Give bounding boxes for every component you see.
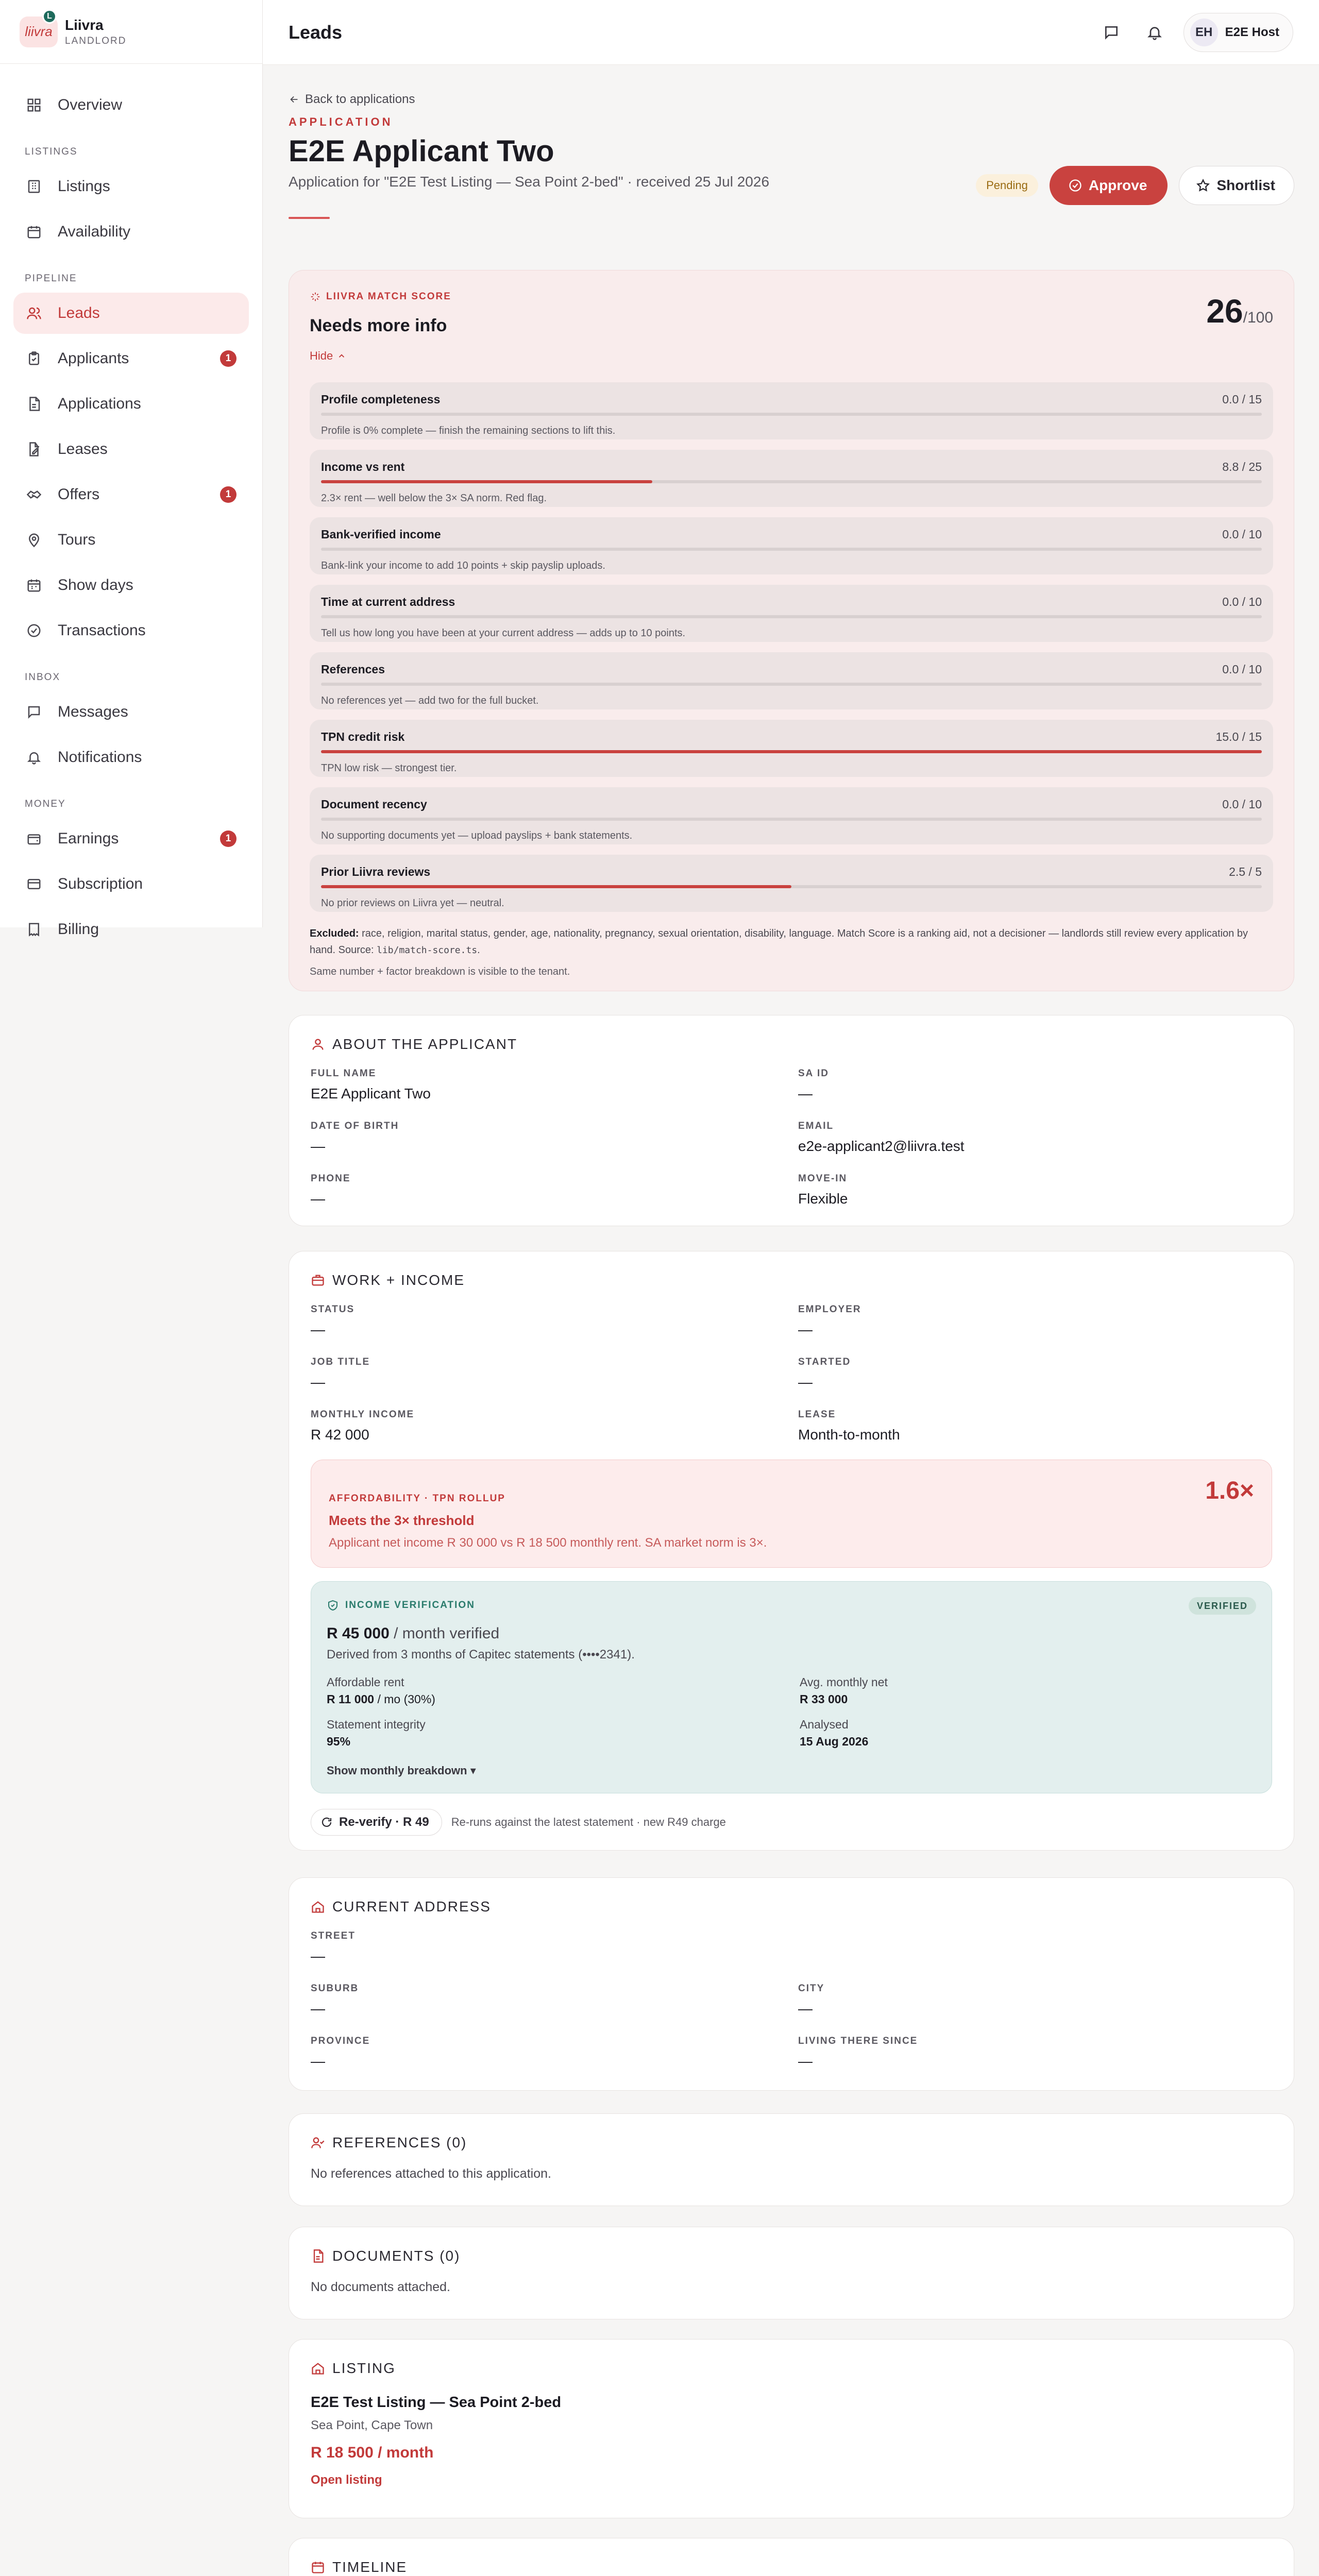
- work-fields: [311, 1304, 1272, 1443]
- field-value: —: [798, 2001, 813, 2016]
- factor-description: No prior reviews on Liivra yet — neutral.: [321, 897, 504, 909]
- sidebar-item-availability[interactable]: [13, 211, 249, 252]
- sidebar-item-label: Overview: [58, 96, 123, 113]
- field-dob: [311, 1121, 798, 1155]
- sidebar-item-transactions[interactable]: [13, 610, 249, 651]
- about-fields: [311, 1068, 1272, 1207]
- wallet-icon: [25, 829, 43, 848]
- field-employer: [798, 1304, 1262, 1338]
- visibility-note: Same number + factor breakdown is visible to the tenant.: [310, 966, 570, 977]
- hide-toggle[interactable]: [310, 349, 1273, 363]
- factor-name: Profile completeness: [321, 393, 441, 406]
- verified-badge: VERIFIED: [1189, 1597, 1256, 1615]
- listing-title: LISTING: [332, 2360, 396, 2376]
- stat-value: [800, 1692, 1263, 1706]
- income-verification-eyebrow: [327, 1599, 1256, 1612]
- documents-empty: No documents attached.: [311, 2280, 450, 2294]
- match-score-value: [1206, 292, 1273, 330]
- affordability-title: Meets the 3× threshold: [329, 1513, 475, 1528]
- factor-name: Income vs rent: [321, 460, 405, 473]
- sparkle-icon: [310, 291, 321, 302]
- field-label: LIVING THERE SINCE: [798, 2036, 918, 2046]
- back-to-applications-link[interactable]: [289, 91, 1294, 108]
- factor-description: No references yet — add two for the full bucket.: [321, 695, 539, 706]
- verified-amount-value: R 45 000: [327, 1625, 390, 1642]
- sidebar: [0, 0, 263, 938]
- field-value: —: [798, 1086, 813, 1101]
- sidebar-item-notifications[interactable]: [13, 737, 249, 778]
- field-value: —: [798, 1321, 813, 1337]
- listing-heading: [311, 2360, 1272, 2377]
- factor-name: Bank-verified income: [321, 528, 441, 541]
- sidebar-item-overview[interactable]: [13, 84, 249, 126]
- field-email: [798, 1121, 1262, 1155]
- match-score-eyebrow: [310, 291, 1273, 302]
- verification-stats: [327, 1675, 1256, 1749]
- timeline-title: TIMELINE: [332, 2559, 408, 2575]
- factor-name: Document recency: [321, 798, 427, 811]
- user-menu[interactable]: [1183, 13, 1293, 52]
- sidebar-item-leases[interactable]: [13, 429, 249, 470]
- score-factor: [310, 652, 1273, 709]
- sidebar-nav: [0, 64, 262, 950]
- factor-name: Time at current address: [321, 595, 455, 608]
- work-title: WORK + INCOME: [332, 1272, 465, 1288]
- field-label: MOVE-IN: [798, 1173, 848, 1184]
- sidebar-item-label: Leases: [58, 440, 108, 457]
- field-province: [311, 2036, 798, 2070]
- home-icon: [311, 2361, 325, 2376]
- sidebar-item-label: Earnings: [58, 830, 119, 847]
- sidebar-item-label: Listings: [58, 178, 110, 195]
- factor-score: 0.0 / 10: [1222, 595, 1262, 608]
- field-value: e2e-applicant2@liivra.test: [798, 1138, 965, 1154]
- address-heading: [311, 1899, 1272, 1915]
- field-value: —: [311, 1321, 325, 1337]
- field-label: SUBURB: [311, 1983, 359, 1994]
- show-breakdown-label: Show monthly breakdown: [327, 1764, 467, 1777]
- field-value: —: [311, 1191, 325, 1207]
- earnings-count-badge: 1: [220, 831, 236, 847]
- receipt-icon: [25, 920, 43, 939]
- match-score-number: 26: [1206, 293, 1243, 330]
- field-city: [798, 1983, 1262, 2017]
- verified-amount-suffix: / month verified: [389, 1625, 500, 1642]
- shield-check-icon: [327, 1599, 339, 1612]
- refresh-icon: [320, 1816, 333, 1828]
- show-monthly-breakdown-toggle[interactable]: [327, 1764, 1256, 1777]
- timeline-heading: [311, 2559, 1272, 2575]
- sidebar-item-label: Transactions: [58, 622, 146, 639]
- applicants-count-badge: 1: [220, 350, 236, 367]
- sidebar-item-messages[interactable]: [13, 691, 249, 733]
- sidebar-item-label: Applicants: [58, 350, 129, 367]
- reverify-note: Re-runs against the latest statement · new R49 charge: [451, 1816, 726, 1828]
- field-lease: [798, 1409, 1262, 1443]
- factor-progress-fill: [321, 480, 652, 483]
- field-label: EMPLOYER: [798, 1304, 861, 1315]
- match-score-eyebrow-text: LIIVRA MATCH SCORE: [326, 291, 451, 302]
- field-value: Month-to-month: [798, 1427, 900, 1443]
- score-factor: [310, 585, 1273, 642]
- page-title: Leads: [289, 21, 343, 43]
- field-value: —: [311, 1948, 325, 1964]
- factor-score: 15.0 / 15: [1215, 730, 1262, 743]
- factor-description: Bank-link your income to add 10 points + skip payslip uploads.: [321, 560, 605, 571]
- brand-badge: L: [42, 9, 57, 24]
- page-eyebrow: APPLICATION: [289, 115, 393, 128]
- stat-label: Affordable rent: [327, 1675, 404, 1689]
- sidebar-item-label: Offers: [58, 486, 100, 503]
- address-title: CURRENT ADDRESS: [332, 1899, 491, 1914]
- field-value: —: [311, 1138, 325, 1154]
- field-label: DATE OF BIRTH: [311, 1121, 399, 1131]
- factor-progress-fill: [321, 885, 791, 888]
- address-fields: [311, 1930, 1272, 2070]
- field-job-title: [311, 1357, 798, 1391]
- sidebar-item-label: Availability: [58, 223, 131, 240]
- factor-progress-track: [321, 480, 1262, 483]
- field-label: LEASE: [798, 1409, 836, 1420]
- field-value: Flexible: [798, 1191, 848, 1207]
- field-value: —: [311, 1374, 325, 1390]
- field-label: MONTHLY INCOME: [311, 1409, 415, 1420]
- sidebar-item-leads[interactable]: [13, 293, 249, 334]
- references-card: [289, 2113, 1294, 2206]
- listing-name: E2E Test Listing — Sea Point 2-bed: [311, 2394, 562, 2411]
- building-icon: [25, 177, 43, 196]
- chat-icon: [25, 703, 43, 721]
- about-heading: [311, 1036, 1272, 1053]
- match-score-card: [289, 270, 1294, 991]
- nav-section-inbox: INBOX: [25, 672, 61, 683]
- field-label: PHONE: [311, 1173, 351, 1184]
- stat-affordable-rent: [327, 1675, 800, 1706]
- factor-score: 0.0 / 10: [1222, 528, 1262, 541]
- accent-divider: [289, 217, 330, 219]
- field-value: E2E Applicant Two: [311, 1086, 431, 1101]
- sidebar-item-label: Leads: [58, 304, 100, 321]
- work-income-card: [289, 1251, 1294, 1851]
- arrow-left-icon: [289, 94, 300, 105]
- stat-analysed: [800, 1718, 1263, 1749]
- sidebar-item-show-days[interactable]: [13, 565, 249, 606]
- application-subtitle: Application for "E2E Test Listing — Sea Point 2-bed" · received 25 Jul 2026: [289, 174, 770, 190]
- score-factor: [310, 382, 1273, 439]
- excluded-end: .: [477, 944, 480, 956]
- nav-section-money: MONEY: [25, 799, 66, 809]
- field-suburb: [311, 1983, 798, 2017]
- current-address-card: [289, 1877, 1294, 2091]
- notifications-button[interactable]: [1140, 18, 1169, 47]
- score-factor: [310, 450, 1273, 507]
- factor-progress-track: [321, 885, 1262, 888]
- listing-price: R 18 500 / month: [311, 2444, 434, 2461]
- stat-value-strong: 95%: [327, 1735, 351, 1748]
- user-icon: [311, 1037, 325, 1052]
- credit-card-icon: [25, 875, 43, 893]
- open-listing-link[interactable]: Open listing: [311, 2473, 382, 2487]
- affordability-eyebrow: AFFORDABILITY · TPN ROLLUP: [329, 1493, 505, 1504]
- score-factor: [310, 787, 1273, 844]
- factor-list: [310, 382, 1273, 912]
- references-empty: No references attached to this application.: [311, 2166, 551, 2181]
- factor-score: 0.0 / 15: [1222, 393, 1262, 406]
- score-factor: [310, 720, 1273, 777]
- factor-progress-track: [321, 615, 1262, 618]
- check-circle-icon: [1068, 178, 1083, 193]
- factor-progress-fill: [321, 750, 1262, 753]
- star-icon: [1196, 178, 1210, 193]
- field-label: STATUS: [311, 1304, 355, 1315]
- field-phone: [311, 1173, 798, 1207]
- factor-progress-track: [321, 818, 1262, 821]
- field-label: SA ID: [798, 1068, 829, 1079]
- sidebar-item-applicants[interactable]: [13, 338, 249, 379]
- check-circle-icon: [25, 621, 43, 640]
- stat-value: [800, 1735, 1263, 1749]
- stat-statement-integrity: [327, 1718, 800, 1749]
- sidebar-item-label: Billing: [58, 921, 99, 938]
- topbar: [263, 0, 1319, 65]
- calendar-icon: [25, 223, 43, 241]
- factor-progress-track: [321, 413, 1262, 416]
- field-living-since: [798, 2036, 1262, 2070]
- status-badge: Pending: [976, 174, 1038, 197]
- field-monthly-income: [311, 1409, 798, 1443]
- match-score-max: /100: [1243, 309, 1273, 326]
- field-value: —: [311, 2001, 325, 2016]
- brand[interactable]: [0, 0, 262, 64]
- handshake-icon: [25, 485, 43, 504]
- field-status: [311, 1304, 798, 1338]
- affordability-panel: [311, 1460, 1272, 1568]
- field-value: —: [311, 2053, 325, 2069]
- field-label: JOB TITLE: [311, 1357, 370, 1367]
- field-value: R 42 000: [311, 1427, 369, 1443]
- sidebar-item-label: Messages: [58, 703, 128, 720]
- factor-description: Tell us how long you have been at your current address — adds up to 10 points.: [321, 628, 686, 639]
- shortlist-button[interactable]: [1179, 166, 1294, 205]
- stat-value-strong: R 33 000: [800, 1692, 848, 1706]
- nav-section-pipeline: PIPELINE: [25, 273, 77, 284]
- factor-description: TPN low risk — strongest tier.: [321, 762, 457, 774]
- timeline-card: [289, 2538, 1294, 2576]
- field-move-in: [798, 1173, 1262, 1207]
- field-label: PROVINCE: [311, 2036, 370, 2046]
- sidebar-item-label: Tours: [58, 531, 96, 548]
- excluded-source: lib/match-score.ts: [377, 945, 478, 956]
- stat-value-suffix: / mo (30%): [374, 1692, 435, 1706]
- main-content: [289, 65, 1294, 2575]
- factor-progress-track: [321, 683, 1262, 686]
- match-headline: Needs more info: [310, 316, 447, 335]
- stat-label: Avg. monthly net: [800, 1675, 888, 1689]
- references-title: REFERENCES (0): [332, 2134, 467, 2150]
- stat-label: Statement integrity: [327, 1718, 426, 1731]
- field-full-name: [311, 1068, 798, 1102]
- factor-progress-track: [321, 548, 1262, 551]
- score-factor: [310, 855, 1273, 912]
- stat-value-strong: 15 Aug 2026: [800, 1735, 869, 1748]
- field-label: CITY: [798, 1983, 825, 1994]
- field-label: EMAIL: [798, 1121, 834, 1131]
- brand-name: Liivra: [65, 16, 104, 33]
- excluded-note: [310, 925, 1273, 959]
- brand-role: LANDLORD: [65, 35, 127, 46]
- field-started: [798, 1357, 1262, 1391]
- factor-description: Profile is 0% complete — finish the remaining sections to lift this.: [321, 425, 616, 436]
- sidebar-item-tours[interactable]: [13, 519, 249, 561]
- header-actions: [976, 166, 1294, 205]
- stat-value-strong: R 11 000: [327, 1692, 375, 1706]
- document-icon: [311, 2249, 325, 2263]
- messages-button[interactable]: [1097, 18, 1126, 47]
- sidebar-item-offers[interactable]: [13, 474, 249, 515]
- income-verification-eyebrow-text: INCOME VERIFICATION: [345, 1600, 475, 1611]
- user-name: E2E Host: [1225, 25, 1279, 39]
- home-icon: [311, 1900, 325, 1914]
- excluded-label: Excluded:: [310, 928, 359, 939]
- stat-avg-monthly-net: [800, 1675, 1263, 1706]
- field-value: —: [798, 1374, 813, 1390]
- field-label: STREET: [311, 1930, 356, 1941]
- references-heading: [311, 2134, 1272, 2151]
- score-factor: [310, 517, 1273, 574]
- shortlist-label: Shortlist: [1216, 177, 1275, 193]
- sidebar-item-subscription[interactable]: [13, 863, 249, 905]
- sidebar-item-earnings[interactable]: [13, 818, 249, 859]
- users-icon: [25, 304, 43, 323]
- excluded-text: race, religion, marital status, gender, age, nationality, pregnancy, sexual orientation, disability, language. Match Score is a ranking aid, not a decisioner — landlords still review every application by hand. Source:: [310, 928, 1248, 956]
- verified-amount: [327, 1625, 1256, 1642]
- bell-icon: [1146, 24, 1163, 41]
- work-heading: [311, 1272, 1272, 1289]
- stat-value: [327, 1735, 800, 1749]
- offers-count-badge: 1: [220, 486, 236, 503]
- factor-name: References: [321, 663, 385, 676]
- nav-section-listings: LISTINGS: [25, 146, 78, 157]
- affordability-description: Applicant net income R 30 000 vs R 18 500 monthly rent. SA market norm is 3×.: [329, 1536, 767, 1550]
- sidebar-item-label: Subscription: [58, 875, 143, 892]
- sidebar-item-applications[interactable]: [13, 383, 249, 425]
- reverify-row: [311, 1809, 726, 1836]
- listing-location: Sea Point, Cape Town: [311, 2418, 433, 2432]
- documents-heading: [311, 2248, 1272, 2264]
- sidebar-item-label: Show days: [58, 577, 133, 594]
- field-sa-id: [798, 1068, 1262, 1102]
- about-title: ABOUT THE APPLICANT: [332, 1036, 518, 1052]
- chevron-up-icon: [337, 351, 346, 361]
- listing-card: [289, 2339, 1294, 2518]
- map-pin-icon: [25, 531, 43, 549]
- reverify-button[interactable]: [311, 1809, 442, 1836]
- chat-icon: [1103, 24, 1120, 41]
- income-verification-panel: [311, 1581, 1272, 1793]
- calendar-icon: [311, 2560, 325, 2574]
- about-applicant-card: [289, 1015, 1294, 1226]
- affordability-ratio: 1.6×: [1205, 1477, 1254, 1504]
- stat-value: [327, 1692, 800, 1706]
- factor-description: 2.3× rent — well below the 3× SA norm. Red flag.: [321, 493, 547, 504]
- factor-score: 0.0 / 10: [1222, 798, 1262, 811]
- sidebar-item-billing[interactable]: [13, 909, 249, 950]
- field-label: STARTED: [798, 1357, 851, 1367]
- documents-card: [289, 2227, 1294, 2319]
- field-street: [311, 1930, 1262, 1964]
- factor-score: 0.0 / 10: [1222, 663, 1262, 676]
- factor-description: No supporting documents yet — upload payslips + bank statements.: [321, 830, 633, 841]
- verification-source: Derived from 3 months of Capitec statements (••••2341).: [327, 1648, 635, 1662]
- brand-logo: [20, 11, 58, 47]
- reverify-label: Re-verify · R 49: [339, 1815, 429, 1829]
- field-label: FULL NAME: [311, 1068, 377, 1079]
- factor-score: 8.8 / 25: [1222, 460, 1262, 473]
- document-icon: [25, 395, 43, 413]
- document-edit-icon: [25, 440, 43, 459]
- documents-title: DOCUMENTS (0): [332, 2248, 461, 2264]
- clipboard-icon: [25, 349, 43, 368]
- sidebar-item-listings[interactable]: [13, 166, 249, 207]
- grid-icon: [25, 96, 43, 114]
- field-value: —: [798, 2053, 813, 2069]
- sidebar-item-label: Notifications: [58, 749, 142, 766]
- applicant-title: E2E Applicant Two: [289, 134, 554, 168]
- sidebar-item-label: Applications: [58, 395, 141, 412]
- factor-progress-track: [321, 750, 1262, 753]
- user-check-icon: [311, 2136, 325, 2150]
- briefcase-icon: [311, 1273, 325, 1287]
- approve-button[interactable]: [1050, 166, 1168, 205]
- approve-label: Approve: [1088, 177, 1147, 193]
- factor-score: 2.5 / 5: [1229, 865, 1262, 878]
- bell-icon: [25, 748, 43, 767]
- factor-name: TPN credit risk: [321, 730, 405, 743]
- factor-name: Prior Liivra reviews: [321, 865, 431, 878]
- stat-label: Analysed: [800, 1718, 849, 1731]
- avatar: EH: [1190, 19, 1218, 46]
- hide-toggle-label: Hide: [310, 349, 333, 362]
- back-link-label: Back to applications: [305, 92, 415, 106]
- calendar-days-icon: [25, 576, 43, 595]
- chevron-down-icon: ▾: [470, 1764, 476, 1777]
- brand-logo-text: liivra: [25, 24, 53, 39]
